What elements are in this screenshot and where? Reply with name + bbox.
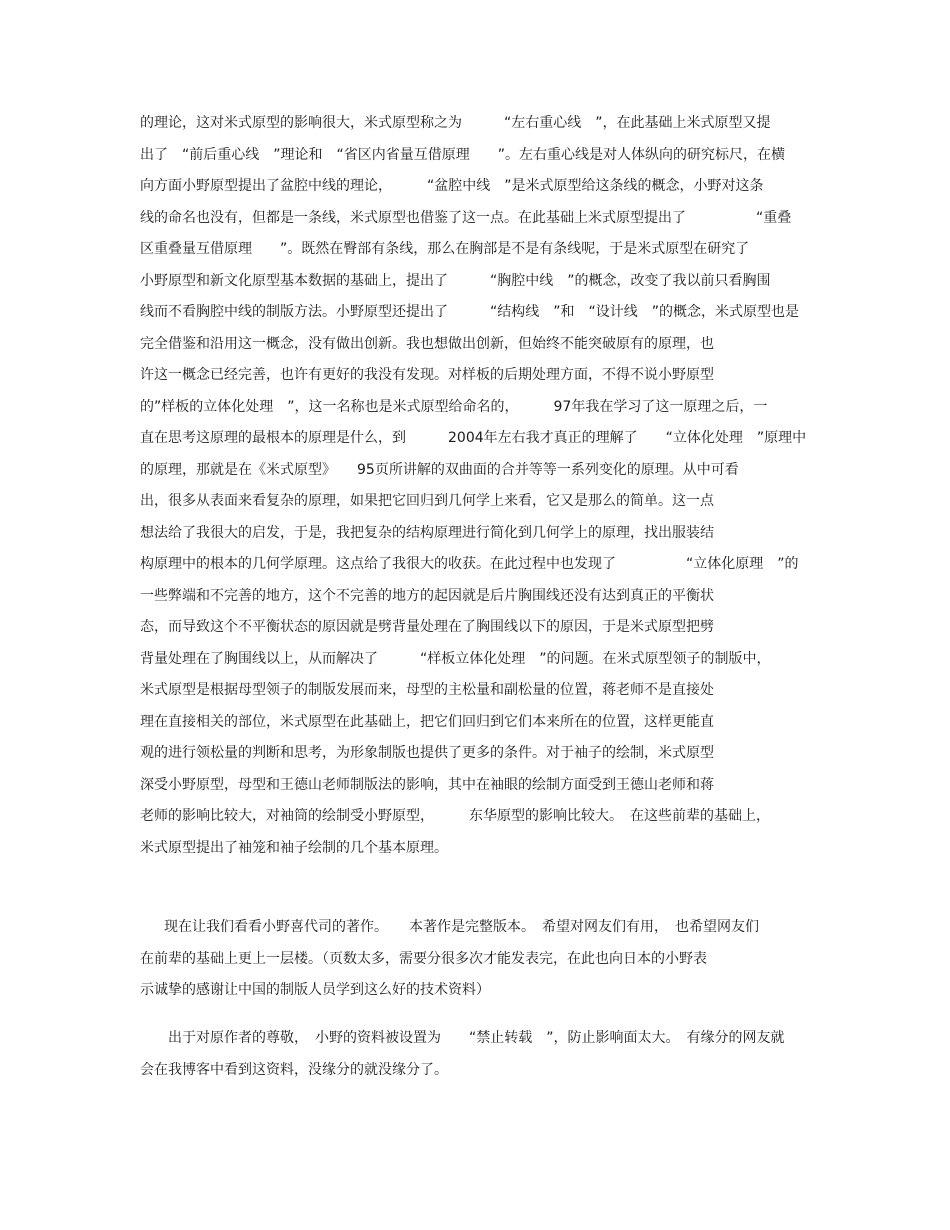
text-line: 米式原型提出了袖笼和袖子绘制的几个基本原理。 <box>140 839 448 856</box>
text-line: 想法给了我很大的启发，于是，我把复杂的结构原理进行简化到几何学上的原理，找出服装结 <box>140 524 714 541</box>
text-line: 线而不看胸腔中线的制版方法。小野原型还提出了 “结构线 ”和 “设计线 ”的概念，米式原型也是 <box>140 304 800 320</box>
text-line: 线的命名也没有，但都是一条线，米式原型也借鉴了这一点。在此基础上米式原型提出了 “重叠 <box>140 209 792 226</box>
text-line: 出，很多从表面来看复杂的原理，如果把它回归到几何学上来看，它又是那么的简单。这一点 <box>140 493 714 509</box>
text-line: 的原理，那就是在《米式原型》 95页所讲解的双曲面的合并等等一系列变化的原理。从中可看 <box>140 461 739 478</box>
paragraph-introduction <box>140 912 820 1007</box>
text-line: 示诚挚的感谢让中国的制版人员学到这么好的技术资料） <box>140 982 490 998</box>
text-line: 构原理中的根本的几何学原理。这点给了我很大的收获。在此过程中也发现了 “立体化原理 ”的 <box>140 556 799 572</box>
text-line: 出了 “前后重心线 ”理论和 “省区内省量互借原理 ”。左右重心线是对人体纵向的研究标尺，在横 <box>140 146 786 163</box>
text-line: 背量处理在了胸围线以上，从而解决了 “样板立体化处理 ”的问题。在米式原型领子的制版中， <box>140 650 771 667</box>
paragraph-theory <box>140 108 820 864</box>
text-line: 直在思考这原理的最根本的原理是什么，到 2004年左右我才真正的理解了 “立体化处理 ”原理中 <box>140 430 807 446</box>
text-line: 小野原型和新文化原型基本数据的基础上，提出了 “胸腔中线 ”的概念，改变了我以前只看胸围 <box>140 272 771 289</box>
text-line: 深受小野原型，母型和王德山老师制版法的影响，其中在袖眼的绘制方面受到王德山老师和蒋 <box>140 776 714 793</box>
text-line: 向方面小野原型提出了盆腔中线的理论， “盆腔中线 ”是米式原型给这条线的概念，小野对这条 <box>140 178 764 194</box>
text-line: 一些弊端和不完善的地方，这个不完善的地方的起因就是后片胸围线还没有达到真正的平衡状 <box>140 587 714 604</box>
text-line: 米式原型是根据母型领子的制版发展而来，母型的主松量和副松量的位置，蒋老师不是直接处 <box>140 682 714 698</box>
text-line: 区重叠量互借原理 ”。既然在臀部有条线，那么在胸部是不是有条线呢，于是米式原型在研究了 <box>140 241 750 257</box>
text-line: 的”样板的立体化处理 ”，这一名称也是米式原型给命名的， 97年我在学习了这一原理之后，一 <box>140 398 768 415</box>
text-line: 理在直接相关的部位，米式原型在此基础上，把它们回归到它们本来所在的位置，这样更能直 <box>140 713 714 730</box>
text-line: 完全借鉴和沿用这一概念，没有做出创新。我也想做出创新，但始终不能突破原有的原理，也 <box>140 335 714 352</box>
text-line: 态，而导致这个不平衡状态的原因就是劈背量处理在了胸围线以下的原因，于是米式原型把劈 <box>140 619 714 635</box>
text-line: 在前辈的基础上更上一层楼。（页数太多，需要分很多次才能发表完，在此也向日本的小野表 <box>140 950 707 967</box>
text-line: 会在我博客中看到这资料，没缘分的就没缘分了。 <box>140 1061 448 1078</box>
text-line: 许这一概念已经完善，也许有更好的我没有发现。对样板的后期处理方面，不得不说小野原型 <box>140 367 714 383</box>
text-line: 现在让我们看看小野喜代司的著作。 本著作是完整版本。 希望对网友们有用， 也希望网友们 <box>164 919 759 935</box>
text-line: 观的进行领松量的判断和思考，为形象制版也提供了更多的条件。对于袖子的绘制，米式原型 <box>140 745 714 761</box>
text-line: 的理论，这对米式原型的影响很大，米式原型称之为 “左右重心线 ”，在此基础上米式原型又提 <box>140 115 771 131</box>
text-line: 出于对原作者的尊敬， 小野的资料被设置为 “禁止转载 ”，防止影响面太大。 有缘分的网友就 <box>168 1030 785 1046</box>
text-line: 老师的影响比较大，对袖筒的绘制受小野原型， 东华原型的影响比较大。 在这些前辈的基础上， <box>140 808 770 824</box>
paragraph-notice <box>140 1023 820 1086</box>
